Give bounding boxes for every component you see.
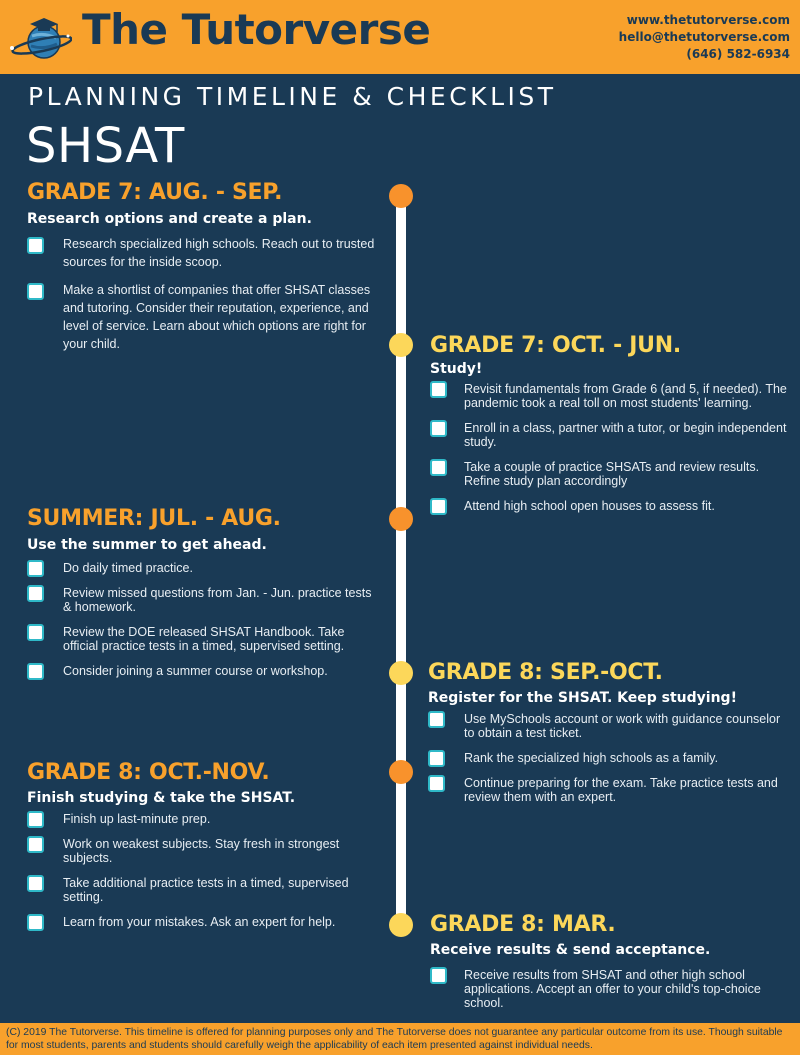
- item-text: Consider joining a summer course or workshop.: [63, 664, 328, 678]
- item-text: Take a couple of practice SHSATs and review results. Refine study plan accordingly: [464, 460, 760, 488]
- page-subtitle: PLANNING TIMELINE & CHECKLIST: [28, 82, 557, 111]
- timeline-dot: [389, 333, 413, 357]
- planet-graduation-cap-icon: [8, 14, 72, 60]
- timeline-dot: [389, 507, 413, 531]
- list-item: [27, 235, 377, 271]
- list-item: [27, 625, 377, 653]
- page-title: SHSAT: [26, 118, 185, 174]
- item-text: Make a shortlist of companies that offer SHSAT classes and tutoring. Consider their reputation, experience, and level of service. Learn about which options are right for your child.: [63, 283, 371, 351]
- checkbox[interactable]: [27, 811, 44, 828]
- checkbox[interactable]: [430, 420, 447, 437]
- section-grade8-sep-oct: [428, 660, 790, 804]
- list-item: [27, 281, 377, 353]
- website-link[interactable]: www.thetutorverse.com: [626, 13, 790, 27]
- checkbox[interactable]: [27, 914, 44, 931]
- timeline-line: [396, 196, 406, 928]
- section-title: GRADE 8: MAR.: [430, 912, 616, 937]
- item-text: Use MySchools account or work with guidance counselor to obtain a test ticket.: [464, 712, 781, 740]
- section-summer: [27, 506, 377, 678]
- checkbox[interactable]: [430, 381, 447, 398]
- section-grade7-oct-jun: [430, 333, 790, 513]
- checklist: [27, 561, 377, 678]
- checkbox[interactable]: [27, 585, 44, 602]
- checklist: [27, 235, 377, 353]
- contact-info: [619, 12, 790, 63]
- list-item: [428, 712, 790, 740]
- checklist: [27, 812, 377, 929]
- list-item: [27, 561, 377, 575]
- section-subtitle: Use the summer to get ahead.: [27, 537, 267, 553]
- item-text: Work on weakest subjects. Stay fresh in strongest subjects.: [63, 837, 340, 865]
- section-subtitle: Register for the SHSAT. Keep studying!: [428, 690, 737, 706]
- section-subtitle: Receive results & send acceptance.: [430, 942, 711, 958]
- checklist: [430, 968, 790, 1010]
- list-item: [27, 812, 377, 826]
- section-subtitle: Finish studying & take the SHSAT.: [27, 790, 296, 806]
- timeline-dot: [389, 661, 413, 685]
- checkbox[interactable]: [27, 875, 44, 892]
- timeline-dot: [389, 913, 413, 937]
- checklist: [428, 712, 790, 804]
- list-item: [27, 915, 377, 929]
- item-text: Finish up last-minute prep.: [63, 812, 211, 826]
- item-text: Do daily timed practice.: [63, 561, 193, 575]
- phone-number[interactable]: (646) 582-6934: [686, 47, 790, 61]
- timeline-dot: [389, 760, 413, 784]
- list-item: [27, 876, 377, 904]
- section-title: GRADE 8: OCT.-NOV.: [27, 760, 270, 785]
- checkbox[interactable]: [428, 711, 445, 728]
- checkbox[interactable]: [27, 663, 44, 680]
- checkbox[interactable]: [27, 283, 44, 300]
- footer-disclaimer: (C) 2019 The Tutorverse. This timeline is offered for planning purposes only and The Tutorverse does not guarantee any particular outcome from its use. Though suitable for most students, parents and students should carefully weigh the applicability of each item presented against individual needs.: [0, 1023, 800, 1055]
- item-text: Take additional practice tests in a timed, supervised setting.: [63, 876, 349, 904]
- item-text: Research specialized high schools. Reach out to trusted sources for the inside scoop.: [63, 237, 375, 269]
- section-grade7-aug-sep: [27, 180, 377, 353]
- logo-text: The Tutorverse: [82, 5, 431, 54]
- checklist: [430, 382, 790, 513]
- section-title: GRADE 7: OCT. - JUN.: [430, 333, 681, 358]
- item-text: Review missed questions from Jan. - Jun. practice tests & homework.: [63, 586, 372, 614]
- list-item: [27, 586, 377, 614]
- list-item: [430, 421, 790, 449]
- item-text: Learn from your mistakes. Ask an expert for help.: [63, 915, 336, 929]
- checkbox[interactable]: [430, 498, 447, 515]
- checkbox[interactable]: [430, 967, 447, 984]
- list-item: [430, 968, 790, 1010]
- checkbox[interactable]: [27, 560, 44, 577]
- item-text: Receive results from SHSAT and other high school applications. Accept an offer to your child's top-choice school.: [464, 968, 761, 1010]
- checkbox[interactable]: [428, 775, 445, 792]
- list-item: [430, 499, 790, 513]
- item-text: Continue preparing for the exam. Take practice tests and review them with an expert.: [464, 776, 778, 804]
- item-text: Review the DOE released SHSAT Handbook. Take official practice tests in a timed, supervised setting.: [63, 625, 345, 653]
- section-subtitle: Study!: [430, 361, 483, 377]
- item-text: Enroll in a class, partner with a tutor, or begin independent study.: [464, 421, 787, 449]
- list-item: [430, 382, 790, 410]
- list-item: [428, 751, 790, 765]
- checkbox[interactable]: [428, 750, 445, 767]
- timeline-dot: [389, 184, 413, 208]
- email-link[interactable]: hello@thetutorverse.com: [618, 30, 790, 44]
- list-item: [428, 776, 790, 804]
- checkbox[interactable]: [27, 237, 44, 254]
- section-title: GRADE 7: AUG. - SEP.: [27, 180, 283, 205]
- checkbox[interactable]: [430, 459, 447, 476]
- section-grade8-oct-nov: [27, 760, 377, 929]
- section-title: SUMMER: JUL. - AUG.: [27, 506, 281, 531]
- list-item: [27, 664, 377, 678]
- item-text: Rank the specialized high schools as a family.: [464, 751, 719, 765]
- header-bar: [0, 0, 800, 74]
- item-text: Revisit fundamentals from Grade 6 (and 5, if needed). The pandemic took a real toll on most students' learning.: [464, 382, 787, 410]
- checkbox[interactable]: [27, 624, 44, 641]
- list-item: [27, 837, 377, 865]
- checkbox[interactable]: [27, 836, 44, 853]
- section-title: GRADE 8: SEP.-OCT.: [428, 660, 663, 685]
- list-item: [430, 460, 790, 488]
- section-grade8-mar: [430, 912, 790, 1010]
- item-text: Attend high school open houses to assess fit.: [464, 499, 715, 513]
- section-subtitle: Research options and create a plan.: [27, 211, 312, 227]
